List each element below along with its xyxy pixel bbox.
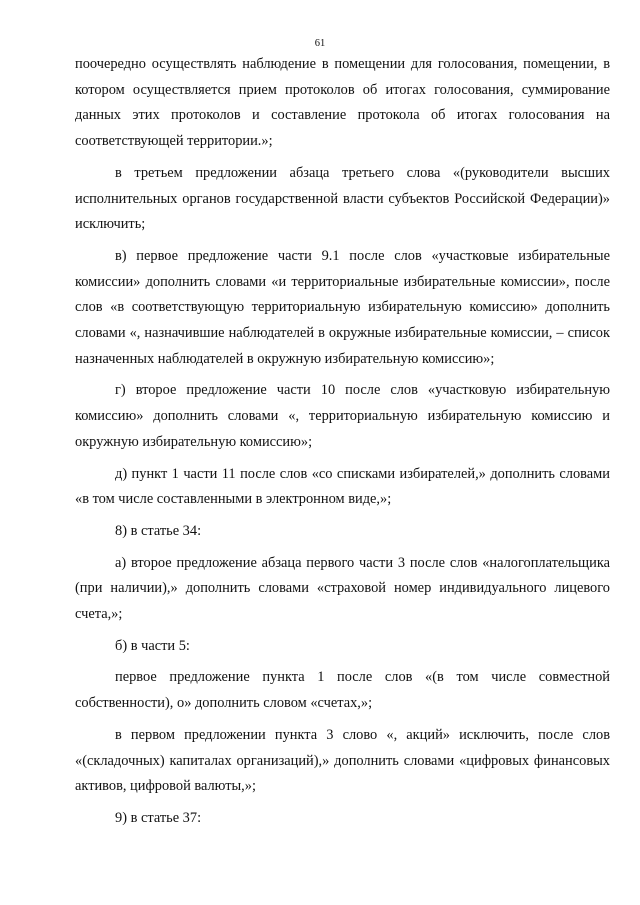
page-number: 61 [314, 38, 326, 49]
paragraph: в третьем предложении абзаца третьего слова «(руководители высших исполнительных органов государственной власти субъектов Российской Федерации)» исключить; [75, 164, 610, 233]
paragraph: в первом предложении пункта 3 слово «, акций» исключить, после слов «(складочных) капиталах организаций),» дополнить словами «цифровых финансовых активов, цифровой валюты,»; [75, 726, 610, 795]
paragraph: 8) в статье 34: [115, 522, 202, 539]
paragraph: в) первое предложение части 9.1 после слов «участковые избирательные комиссии» дополнить словами «и территориальные избирательные комиссии», после слов «в соответствующую территориальную избирательную комиссию» дополнить словами «, назначившие наблюдателей в окружные избирательные комиссии, – список назначенных наблюдателей в окружную избирательную комиссию»; [75, 247, 610, 367]
paragraph-continuation: поочередно осуществлять наблюдение в помещении для голосования, помещении, в котором осуществляется прием протоколов об итогах голосования, суммирование данных этих протоколов и составление протокола об итогах голосования на соответствующей территории.»; [75, 56, 610, 150]
paragraph: 9) в статье 37: [115, 809, 202, 826]
paragraph: а) второе предложение абзаца первого части 3 после слов «налогоплательщика (при наличии),» дополнить словами «страховой номер индивидуального лицевого счета,»; [75, 554, 610, 623]
paragraph: г) второе предложение части 10 после слов «участковую избирательную комиссию» дополнить словами «, территориальную избирательную комиссию и окружную избирательную комиссию»; [75, 382, 610, 450]
paragraph: д) пункт 1 части 11 после слов «со списками избирателей,» дополнить словами «в том числе составленными в электронном виде,»; [75, 465, 610, 508]
document-body [75, 52, 610, 838]
paragraph: б) в части 5: [115, 637, 190, 654]
paragraph: первое предложение пункта 1 после слов «(в том числе совместной собственности), о» дополнить словом «счетах,»; [75, 669, 610, 712]
